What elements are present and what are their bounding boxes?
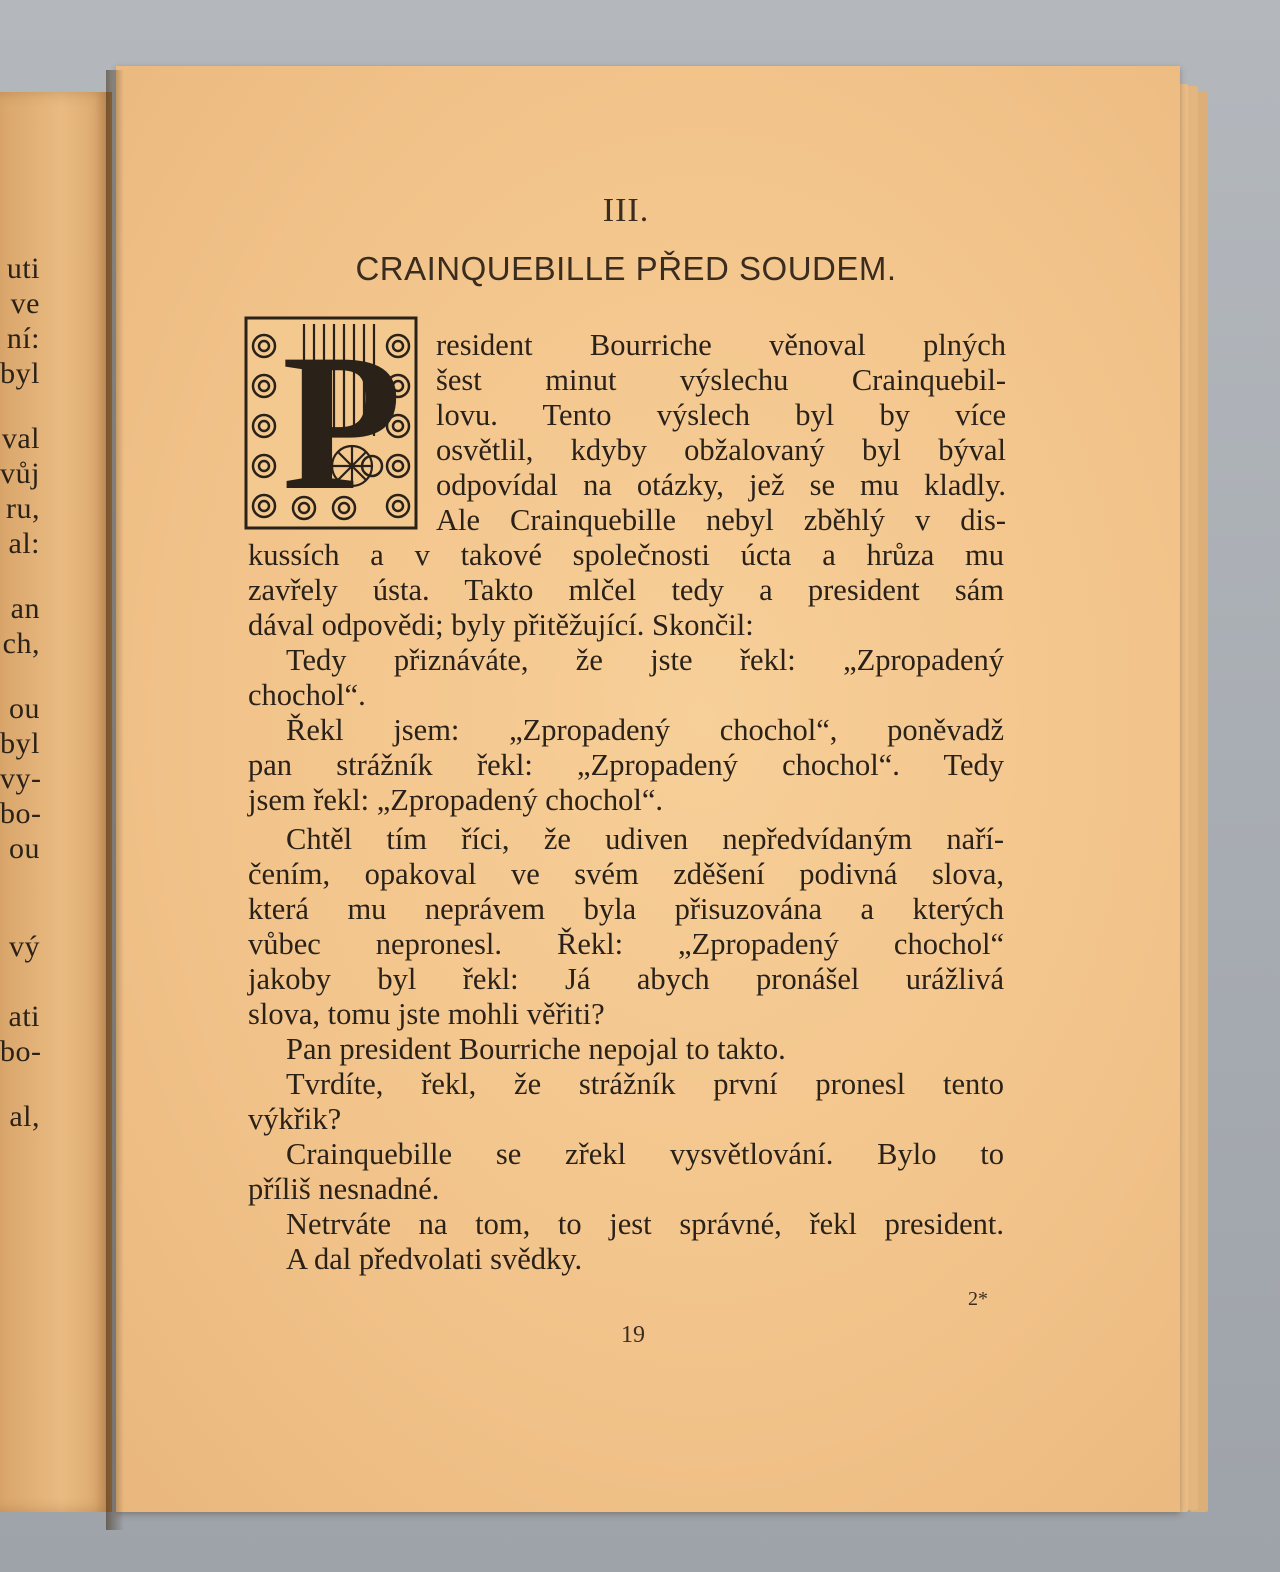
body-line: lovu. Tento výslech byl by více — [436, 398, 1006, 432]
left-page-fragment: an — [10, 592, 40, 625]
body-line: jakoby byl řekl: Já abych pronášel urážlivá — [248, 962, 1004, 996]
body-line: osvětlil, kdyby obžalovaný byl býval — [436, 433, 1006, 467]
body-line: Netrváte na tom, to jest správné, řekl president. — [286, 1207, 1004, 1241]
ornamental-initial-frame — [244, 316, 418, 530]
body-line: jsem řekl: „Zpropadený chochol“. — [248, 783, 663, 817]
left-page-fragment: ve — [10, 287, 40, 320]
left-page-fragment: ch, — [2, 627, 40, 660]
left-page-fragment: uti — [6, 252, 40, 285]
body-line: Ale Crainquebille nebyl zběhlý v dis- — [436, 503, 1006, 537]
signature-mark: 2* — [968, 1288, 988, 1310]
body-line: příliš nesnadné. — [248, 1172, 440, 1206]
body-line: pan strážník řekl: „Zpropadený chochol“. Tedy — [248, 748, 1004, 782]
gutter-shadow — [106, 70, 124, 1530]
page-number: 19 — [621, 1322, 645, 1348]
body-line: Tedy přiznáváte, že jste řekl: „Zpropadený — [286, 643, 1004, 677]
left-page-fragment: vy- — [0, 762, 42, 795]
body-line: zavřely ústa. Takto mlčel tedy a president sám — [248, 573, 1004, 607]
left-page-fragment: al, — [9, 1100, 40, 1133]
left-page-fragment: byl — [0, 357, 40, 390]
body-line: šest minut výslechu Crainquebil- — [436, 363, 1006, 397]
body-line: odpovídal na otázky, jež se mu kladly. — [436, 468, 1006, 502]
previous-page — [0, 92, 112, 1512]
chapter-number: III. — [602, 192, 650, 229]
body-line: Řekl jsem: „Zpropadený chochol“, poněvadž — [286, 713, 1004, 747]
body-line: Chtěl tím říci, že udiven nepředvídaným naří- — [286, 822, 1004, 856]
initial-letter: P — [282, 316, 402, 530]
chapter-title: CRAINQUEBILLE PŘED SOUDEM. — [355, 250, 897, 287]
left-page-fragment: val — [1, 422, 40, 455]
body-line: Tvrdíte, řekl, že strážník první pronesl tento — [286, 1067, 1004, 1101]
body-line: A dal předvolati svědky. — [286, 1242, 583, 1276]
left-page-fragment: vý — [9, 930, 40, 963]
ornamental-initial — [244, 316, 418, 530]
body-line: která mu neprávem byla přisuzována a kterých — [248, 892, 1004, 926]
body-line: Crainquebille se zřekl vysvětlování. Bylo to — [286, 1137, 1004, 1171]
body-line: vůbec nepronesl. Řekl: „Zpropadený chochol“ — [248, 927, 1004, 961]
left-page-fragment: byl — [0, 727, 40, 760]
left-page-fragment: ou — [9, 832, 40, 865]
left-page-fragment: vůj — [0, 457, 40, 490]
left-page-fragment: al: — [8, 527, 40, 560]
body-line: dával odpovědi; byly přitěžující. Skončil: — [248, 608, 754, 642]
body-line: chochol“. — [248, 678, 366, 712]
left-page-fragment: ou — [9, 692, 40, 725]
body-line: výkřik? — [248, 1102, 342, 1136]
book-page — [116, 66, 1180, 1512]
left-page-fragment: bo- — [0, 797, 42, 830]
left-page-fragment: ru, — [6, 492, 40, 525]
body-line: kussích a v takové společnosti úcta a hrůza mu — [248, 538, 1004, 572]
body-line: čením, opakoval ve svém zděšení podivná slova, — [248, 857, 1004, 891]
left-page-fragment: ní: — [6, 322, 40, 355]
left-page-fragment: ati — [8, 1000, 40, 1033]
body-line: slova, tomu jste mohli věřiti? — [248, 997, 605, 1031]
body-line: Pan president Bourriche nepojal to takto. — [286, 1032, 786, 1066]
left-page-fragment: bo- — [0, 1035, 42, 1068]
body-line: resident Bourriche věnoval plných — [436, 328, 1006, 362]
